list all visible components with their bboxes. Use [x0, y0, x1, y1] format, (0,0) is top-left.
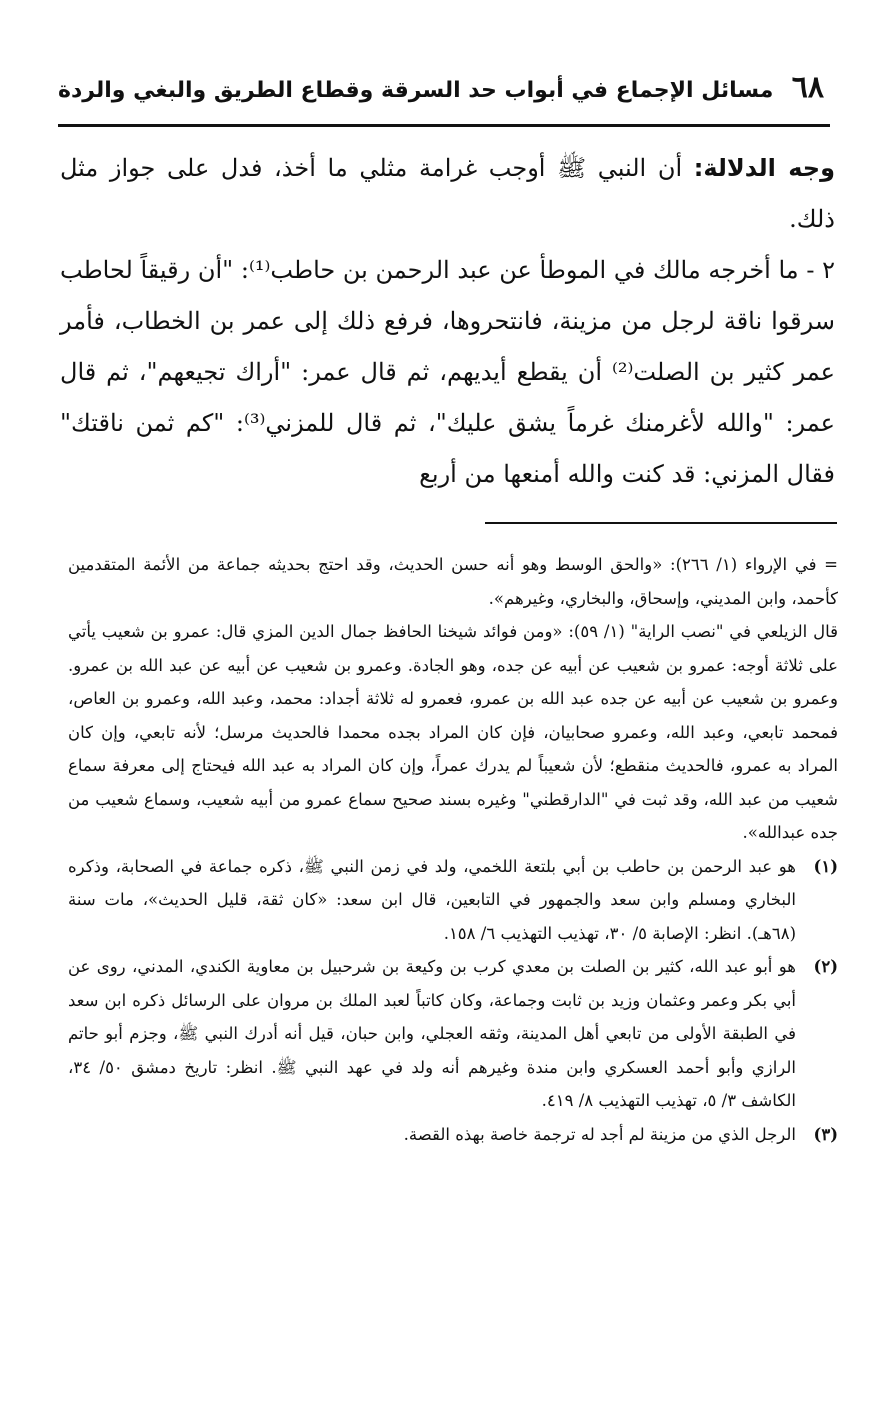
- footnote-3: [68, 1118, 838, 1152]
- evidence-label: وجه الدلالة:: [693, 154, 836, 182]
- footnote-text: هو أبو عبد الله، كثير بن الصلت بن معدي كرب بن وكيعة بن شرحبيل بن معاوية الكندي، المدني، روى عن أبي بكر وعمر وعثمان وزيد بن ثابت وجماعة، وكان كاتباً لعبد الملك بن مروان على الرسائل ذكره ابن سعد في الطبقة الأولى من تابعي أهل المدينة، وثقه العجلي، وابن حبان، قيل أنه أدرك النبي ﷺ، وجزم أبو حاتم الرازي وأبو أحمد العسكري وابن مندة وغيرهم أنه ولد في عهد النبي ﷺ. انظر: تاريخ دمشق ٥٠/ ٣٤، الكاشف ٣/ ٥، تهذيب التهذيب ٨/ ٤١٩.: [68, 957, 796, 1110]
- footnote-1: [68, 850, 838, 951]
- evidence-paragraph: [60, 143, 835, 245]
- page-header: [58, 64, 824, 114]
- header-rule: [58, 124, 830, 127]
- footnote-text: الرجل الذي من مزينة لم أجد له ترجمة خاصة بهذه القصة.: [403, 1124, 796, 1144]
- running-title: مسائل الإجماع في أبواب حد السرقة وقطاع الطريق والبغي والردة: [58, 78, 774, 103]
- footnote-separator: [485, 522, 837, 524]
- main-text: [60, 143, 835, 500]
- evidence-text: أن النبي ﷺ أوجب غرامة مثلي ما أخذ، فدل على جواز مثل ذلك.: [60, 154, 835, 233]
- footnotes: [68, 548, 838, 1151]
- page-number: ٦٨: [791, 70, 824, 105]
- footnote-marker: (٣): [813, 1124, 838, 1144]
- footnote-2: [68, 950, 838, 1118]
- footnote-marker: (١): [813, 856, 838, 876]
- footnote-continuation: قال الزيلعي في "نصب الراية" (١/ ٥٩): «ومن فوائد شيخنا الحافظ جمال الدين المزي قال: عمرو بن شعيب يأتي على ثلاثة أوجه: عمرو بن شعيب عن أبيه عن جده، وهو الجادة. وعمرو بن شعيب عن أبيه عن عبد الله بن عمرو. وعمرو بن شعيب عن أبيه عن جده عبد الله بن عمرو، فعمرو له ثلاثة أجداد: محمد، وعبد الله، وعمرو بن العاص، فمحمد تابعي، وعبد الله، وعمرو صحابيان، فإن كان المراد بجده محمدا فالحديث مرسل؛ لأنه تابعي، وإن كان المراد به عمرو، فالحديث منقطع؛ لأن شعيباً لم يدرك عمراً، وإن كان المراد به عبد الله فيحتاج إلى معرفة سماع شعيب من عبد الله، وقد ثبت في "الدارقطني" وغيره بسند صحيح سماع عمرو من أبيه شعيب، وسماع شعيب من جده عبدالله».: [68, 622, 839, 842]
- footnote-marker: (٢): [813, 957, 838, 976]
- item-2-paragraph: ٢ - ما أخرجه مالك في الموطأ عن عبد الرحمن بن حاطب⁽¹⁾: "أن رقيقاً لحاطب سرقوا ناقة لرجل من مزينة، فانتحروها، فرفع ذلك إلى عمر بن الخطاب، فأمر عمر كثير بن الصلت⁽²⁾ أن يقطع أيديهم، ثم قال عمر: "أراك تجيعهم"، ثم قال عمر: "والله لأغرمنك غرماً يشق عليك"، ثم قال للمزني⁽³⁾: "كم ثمن ناقتك" فقال المزني: قد كنت والله أمنعها من أربع: [60, 256, 836, 488]
- footnote-continuation: = في الإرواء (١/ ٢٦٦): «والحق الوسط وهو أنه حسن الحديث، وقد احتج بحديثه جماعة من الأئمة المتقدمين كأحمد، وابن المديني، وإسحاق، والبخاري، وغيرهم».: [68, 555, 838, 608]
- footnote-text: هو عبد الرحمن بن حاطب بن أبي بلتعة اللخمي، ولد في زمن النبي ﷺ، ذكره جماعة في الصحابة، وذكره البخاري ومسلم وابن سعد والجمهور في التابعين، قال ابن سعد: «كان ثقة، قليل الحديث»، مات سنة (٦٨هـ). انظر: الإصابة ٥/ ٣٠، تهذيب التهذيب ٦/ ١٥٨.: [68, 856, 796, 943]
